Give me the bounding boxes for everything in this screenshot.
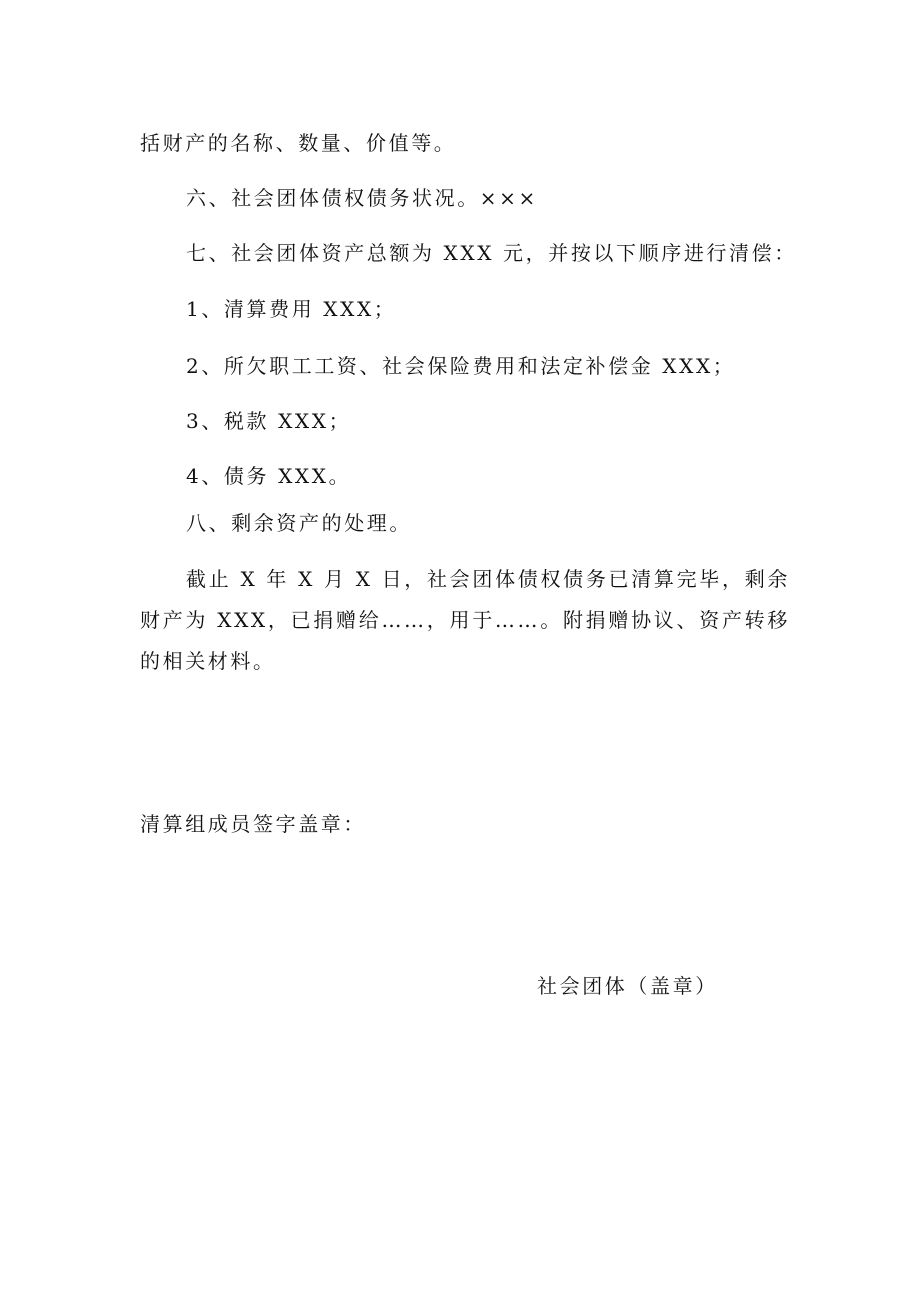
- section-six-heading: 六、社会团体债权债务状况。×××: [186, 186, 538, 210]
- signature-label: 清算组成员签字盖章：: [140, 812, 366, 836]
- remaining-assets-paragraph: 截止 X 年 X 月 X 日，社会团体债权债务已清算完毕，剩余财产为 XXX，已捐赠给……，用于……。附捐赠协议、资产转移的相关材料。: [140, 567, 790, 673]
- repayment-item-2: 2、所欠职工工资、社会保险费用和法定补偿金 XXX；: [186, 354, 736, 378]
- section-seven-heading: 七、社会团体资产总额为 XXX 元，并按以下顺序进行清偿：: [186, 241, 797, 265]
- repayment-item-1: 1、清算费用 XXX；: [186, 297, 397, 321]
- repayment-item-3: 3、税款 XXX；: [186, 409, 352, 433]
- section-eight-heading: 八、剩余资产的处理。: [186, 511, 412, 535]
- organization-seal-label: 社会团体（盖章）: [537, 974, 718, 998]
- repayment-item-4: 4、债务 XXX。: [186, 464, 352, 488]
- continuation-line: 括财产的名称、数量、价值等。: [140, 131, 457, 155]
